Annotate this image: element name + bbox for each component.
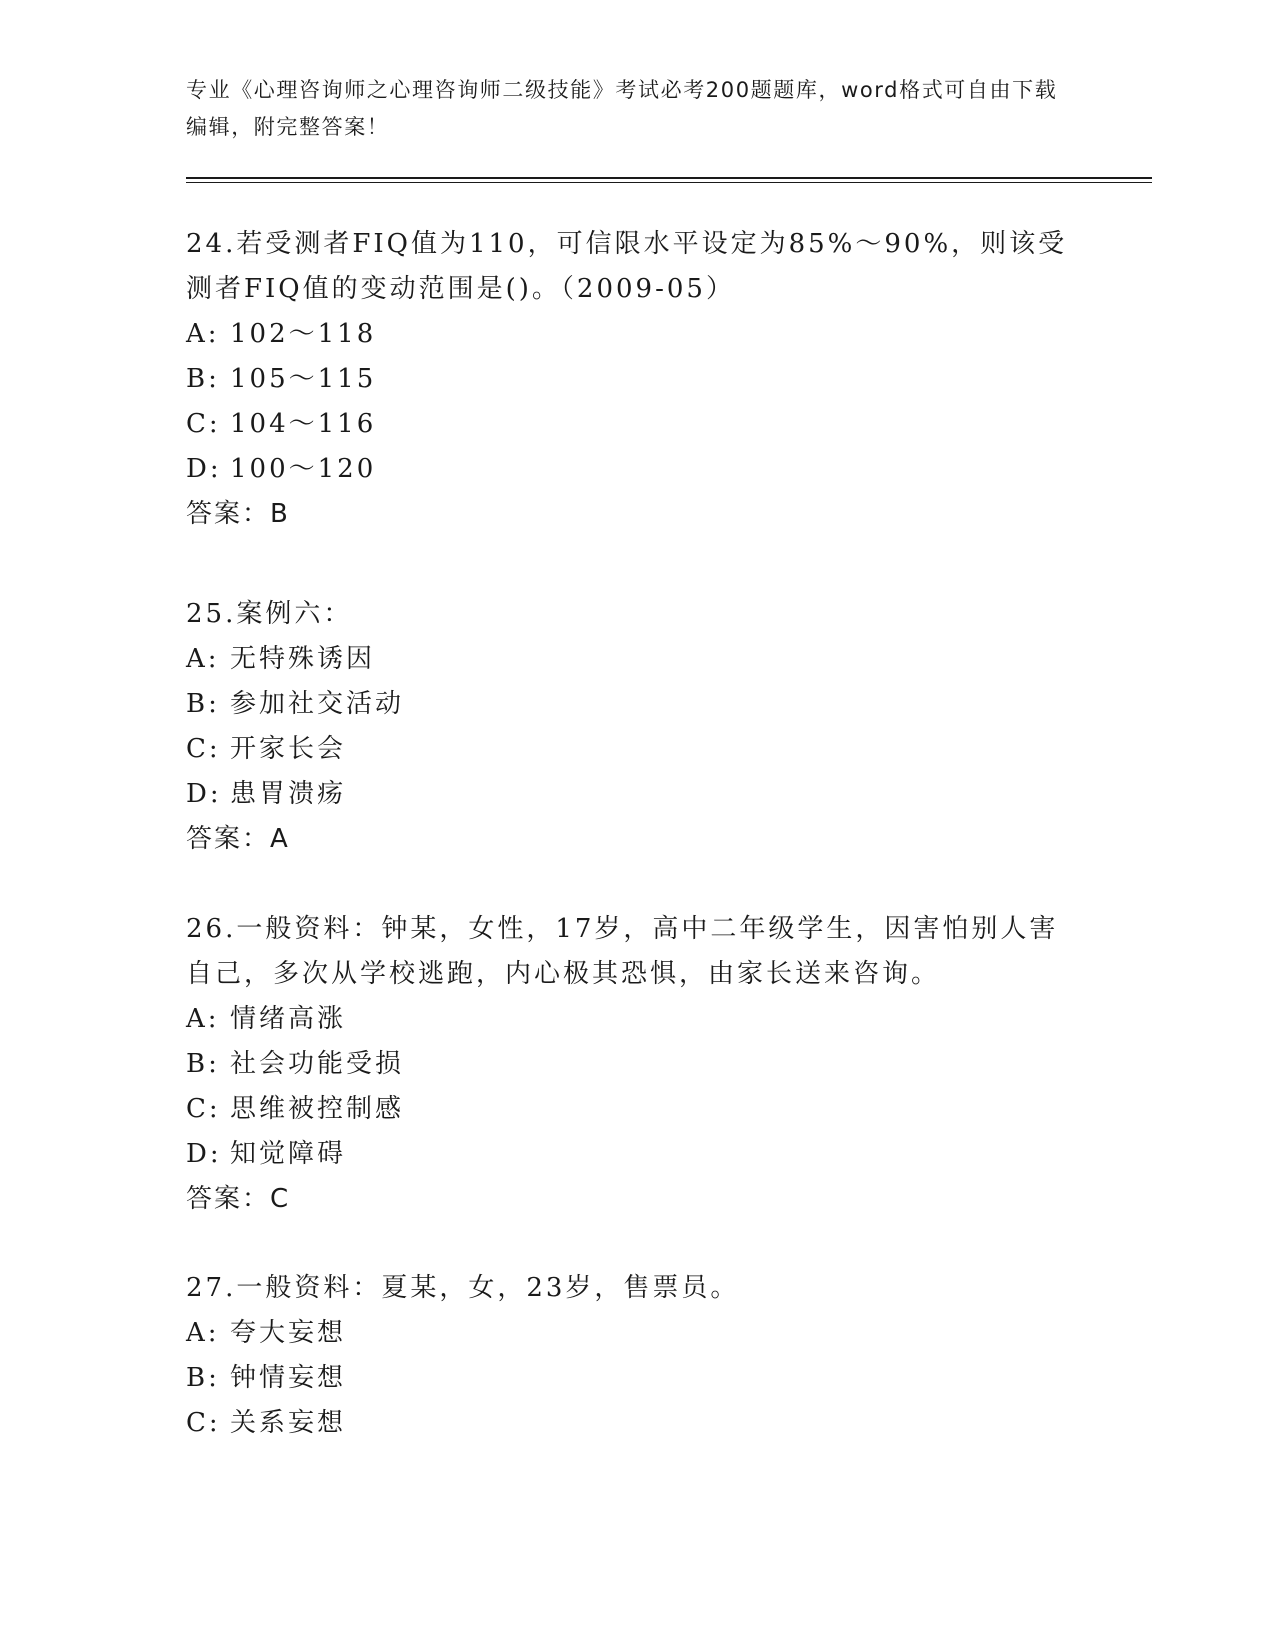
question-stem: 24.若受测者FIQ值为110，可信限水平设定为85%～90%，则该受测者FIQ值的变动范围是()。（2009-05）	[186, 229, 1068, 304]
option-key: B:	[186, 1363, 220, 1393]
option-a	[186, 312, 1086, 357]
question-26	[186, 907, 1086, 1222]
option-text: 夸大妄想	[230, 1318, 347, 1348]
option-c	[186, 402, 1086, 447]
option-b	[186, 357, 1086, 402]
option-key: D:	[186, 1139, 222, 1169]
option-key: B:	[186, 1049, 220, 1079]
option-d	[186, 1132, 1086, 1177]
option-b	[186, 682, 1086, 727]
option-a	[186, 637, 1086, 682]
question-24	[186, 222, 1086, 537]
document-header: 专业《心理咨询师之心理咨询师二级技能》考试必考200题题库，word格式可自由下载编辑，附完整答案！	[186, 78, 1058, 139]
option-b	[186, 1356, 1086, 1401]
option-key: D:	[186, 779, 222, 809]
header-divider-thin	[186, 182, 1152, 183]
option-key: B:	[186, 689, 220, 719]
option-text: 关系妄想	[230, 1408, 347, 1438]
option-text: 104～116	[230, 409, 377, 439]
question-27	[186, 1266, 1086, 1446]
option-text: 社会功能受损	[230, 1049, 405, 1079]
option-c	[186, 1087, 1086, 1132]
header-divider	[186, 177, 1152, 179]
option-text: 开家长会	[230, 734, 347, 764]
option-b	[186, 1042, 1086, 1087]
option-text: 思维被控制感	[230, 1094, 405, 1124]
option-text: 情绪高涨	[230, 1004, 347, 1034]
question-stem: 27.一般资料：夏某，女，23岁，售票员。	[186, 1273, 740, 1303]
option-key: A:	[186, 644, 220, 674]
option-text: 无特殊诱因	[230, 644, 376, 674]
question-25	[186, 592, 1086, 862]
question-stem: 26.一般资料：钟某，女性，17岁，高中二年级学生，因害怕别人害自己，多次从学校逃跑，内心极其恐惧，由家长送来咨询。	[186, 914, 1059, 989]
option-key: C:	[186, 1094, 221, 1124]
option-text: 100～120	[230, 454, 377, 484]
answer-line: 答案：A	[186, 824, 290, 854]
option-key: D:	[186, 454, 222, 484]
option-text: 患胃溃疡	[230, 779, 347, 809]
option-key: C:	[186, 409, 221, 439]
option-key: A:	[186, 1318, 220, 1348]
option-key: C:	[186, 734, 221, 764]
option-text: 钟情妄想	[230, 1363, 347, 1393]
option-a	[186, 997, 1086, 1042]
option-key: C:	[186, 1408, 221, 1438]
option-text: 知觉障碍	[230, 1139, 347, 1169]
option-a	[186, 1311, 1086, 1356]
option-text: 105～115	[230, 364, 377, 394]
answer-line: 答案：B	[186, 499, 290, 529]
question-stem: 25.案例六：	[186, 599, 353, 629]
answer-line: 答案：C	[186, 1184, 291, 1214]
option-d	[186, 447, 1086, 492]
option-key: B:	[186, 364, 220, 394]
option-key: A:	[186, 1004, 220, 1034]
option-text: 102～118	[230, 319, 377, 349]
option-text: 参加社交活动	[230, 689, 405, 719]
option-key: A:	[186, 319, 220, 349]
option-c	[186, 1401, 1086, 1446]
option-d	[186, 772, 1086, 817]
option-c	[186, 727, 1086, 772]
